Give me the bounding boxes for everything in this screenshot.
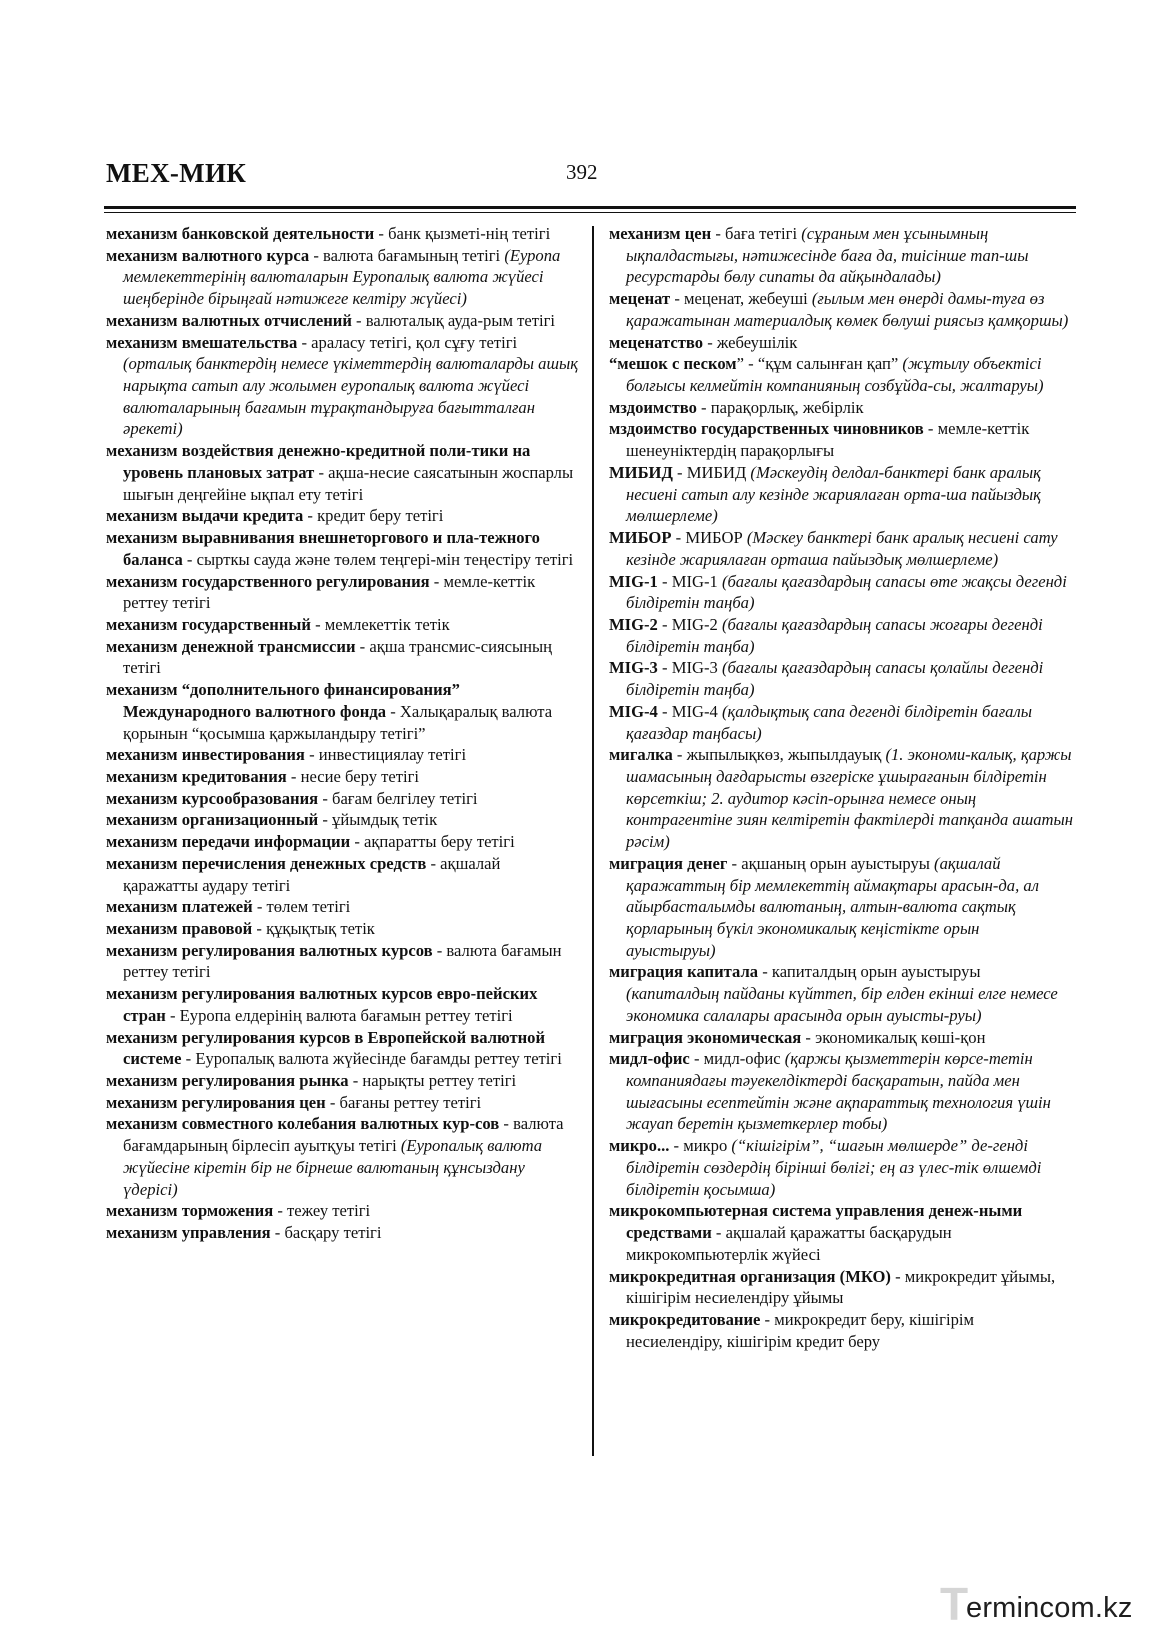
entry-separator: - bbox=[314, 462, 329, 482]
entry-note: (бағалы қағаздардың сапасы қолайлы дегенді білдіретін таңба) bbox=[626, 658, 1044, 700]
dictionary-entry bbox=[609, 1266, 1073, 1309]
dictionary-entry bbox=[106, 636, 578, 679]
entry-note: (қаржы қызметтерін көрсе-тетін компаниядағы тәуекелдіктерді басқаратын, пайда мен шығасыны есептейтін және ақпараттық технология үшін жауап беретін қызметкерлер тобы) bbox=[626, 1049, 1051, 1134]
entry-separator: - bbox=[374, 224, 389, 243]
entry-note: (Мәскеу банктері банк аралық несиені сату кезінде жариялаған орташа пайыздық мөлшерлеме) bbox=[626, 528, 1058, 569]
dictionary-entry bbox=[106, 223, 578, 245]
page-number: 392 bbox=[566, 160, 598, 184]
entry-translation: МИБИД bbox=[686, 462, 751, 482]
logo-initial: T bbox=[940, 1578, 969, 1630]
entry-term: механизм государственного регулирования bbox=[106, 571, 430, 591]
entry-term: микрокомпьютерная система управления денеж-ными средствами bbox=[609, 1201, 1023, 1243]
entry-term: механизм торможения bbox=[106, 1201, 274, 1221]
entry-translation: мемле-кеттік шенеуніктердің парақорлығы bbox=[626, 419, 1030, 461]
dictionary-entry bbox=[106, 571, 578, 614]
dictionary-entry bbox=[106, 527, 578, 570]
entry-separator: - bbox=[351, 310, 366, 330]
entry-separator: - bbox=[672, 745, 687, 765]
entry-term: механизм организационный bbox=[106, 810, 319, 830]
dictionary-entry bbox=[609, 332, 1073, 354]
entry-note: (ақшалай қаражаттың бір мемлекеттің аймақтары арасын-да, ал айырбасталымды валютаның, алтын-валюта сақтық қорларының бүкіл экономикалық кеңістікте орын ауыстыруы) bbox=[626, 853, 1039, 960]
entry-term: MIG-1 bbox=[609, 571, 658, 591]
entry-translation: ақша трансмис-сиясының тетігі bbox=[123, 636, 553, 678]
entry-term: механизм регулирования рынка bbox=[106, 1071, 349, 1091]
entry-translation: MIG-4 bbox=[671, 701, 722, 721]
entry-term: механизм управления bbox=[106, 1223, 271, 1243]
dictionary-entry bbox=[106, 766, 578, 788]
entry-separator: - bbox=[657, 658, 672, 678]
entry-term: механизм валютного курса bbox=[106, 245, 310, 265]
entry-term: механизм валютных отчислений bbox=[106, 310, 352, 330]
entry-term: механизм регулирования валютных курсов евро-пейских стран bbox=[106, 984, 538, 1025]
entry-translation: басқару тетігі bbox=[284, 1223, 382, 1243]
entry-term: микрокредитование bbox=[609, 1309, 761, 1329]
dictionary-entry bbox=[609, 1027, 1073, 1049]
entry-translation: меценат, жебеуші bbox=[684, 289, 812, 309]
entry-translation: ақшалай қаражатты басқарудын микрокомпьютерлік жүйесі bbox=[626, 1223, 952, 1264]
entry-separator: - bbox=[657, 614, 672, 634]
entry-note: (сұраным мен ұсынымның ықпалдастығы, нәтижесінде баға да, тиісінше тап-шы ресурстарды бөлу сипаты да айқындалады) bbox=[626, 224, 1029, 287]
dictionary-entry bbox=[106, 983, 578, 1026]
entry-translation: микрокредит беру, кішігірім несиелендіру, кішігірім кредит беру bbox=[626, 1309, 974, 1351]
dictionary-entry bbox=[609, 397, 1073, 419]
entry-term: механизм “дополнительного финансирования” Международного валютного фонда bbox=[106, 680, 460, 721]
dictionary-entry bbox=[609, 1135, 1073, 1200]
dictionary-entry bbox=[609, 418, 1073, 461]
entry-separator: - bbox=[318, 810, 333, 830]
entry-translation: баға тетігі bbox=[725, 224, 802, 243]
entry-term: миграция денег bbox=[609, 853, 728, 873]
dictionary-entry bbox=[106, 332, 578, 441]
entry-translation: нарықты реттеу тетігі bbox=[362, 1071, 517, 1091]
entry-separator: - bbox=[670, 289, 685, 309]
entry-term: механизм перечисления денежных средств bbox=[106, 853, 427, 873]
dictionary-entry bbox=[106, 1070, 578, 1092]
dictionary-entry bbox=[106, 940, 578, 983]
dictionary-entry bbox=[609, 571, 1073, 614]
entry-translation: валюта бағамдарының бірлесіп ауытқуы тетігі bbox=[123, 1114, 564, 1156]
left-column bbox=[106, 223, 578, 1244]
entry-term: микро... bbox=[609, 1136, 670, 1156]
entry-translation: жыпылықкөз, жыпылдауық bbox=[686, 745, 886, 765]
entry-term: механизм выравнивания внешнеторгового и пла-тежного баланса bbox=[106, 528, 540, 569]
entry-translation: мидл-офис bbox=[703, 1049, 785, 1069]
entry-separator: - bbox=[270, 1223, 285, 1243]
entry-translation: мемле-кеттік реттеу тетігі bbox=[123, 571, 536, 613]
entry-translation: сырткы сауда және төлем теңгері-мін теңестіру тетігі bbox=[196, 549, 574, 569]
entry-term: меценатство bbox=[609, 332, 704, 352]
dictionary-entry bbox=[609, 1200, 1073, 1265]
dictionary-entry bbox=[106, 809, 578, 831]
dictionary-entry bbox=[609, 527, 1073, 570]
entry-translation: ақпаратты беру тетігі bbox=[364, 832, 515, 852]
dictionary-entry bbox=[609, 961, 1073, 1026]
entry-separator: - bbox=[304, 745, 319, 765]
entry-note: (ғылым мен өнерді дамы-туға өз қаражатынан материалдық көмек бөлуші риясыз қамқоршы) bbox=[626, 289, 1069, 330]
entry-translation: бағаны реттеу тетігі bbox=[339, 1092, 482, 1112]
dictionary-entry bbox=[106, 853, 578, 896]
header-rule-thin bbox=[104, 212, 1076, 213]
entry-term: механизм платежей bbox=[106, 897, 253, 917]
entry-term: механизм денежной трансмиссии bbox=[106, 636, 356, 656]
dictionary-entry bbox=[609, 288, 1073, 331]
entry-translation: араласу тетігі, қол сұғу тетігі bbox=[311, 332, 518, 352]
entry-separator: - bbox=[689, 1049, 704, 1069]
entry-separator: - bbox=[426, 853, 441, 873]
entry-note: (Еуропалық валюта жүйесіне кіретін бір не бірнеше валютаның құнсыздану үдерісі) bbox=[123, 1136, 543, 1199]
entry-note: (бағалы қағаздардың сапасы жоғары дегенді білдіретін таңба) bbox=[626, 614, 1043, 656]
dictionary-entry bbox=[106, 505, 578, 527]
entry-separator: - bbox=[696, 397, 711, 417]
entry-separator: - bbox=[429, 571, 444, 591]
entry-separator: - bbox=[758, 962, 772, 982]
right-column bbox=[609, 223, 1073, 1352]
entry-term: механизм регулирования валютных курсов bbox=[106, 940, 433, 960]
logo-text: ermincom.kz bbox=[966, 1592, 1133, 1624]
entry-term: механизм воздействия денежно-кредитной поли-тики на уровень плановых затрат bbox=[106, 441, 531, 482]
entry-separator: - bbox=[286, 766, 301, 786]
entry-translation: инвестициялау тетігі bbox=[318, 745, 467, 765]
entry-note: (бағалы қағаздардың сапасы өте жақсы дегенді білдіретін таңба) bbox=[626, 571, 1067, 613]
entry-translation: төлем тетігі bbox=[266, 897, 351, 917]
entry-translation: валюталық ауда-рым тетігі bbox=[365, 310, 556, 330]
entry-separator: - bbox=[727, 853, 742, 873]
entry-translation: мемлекеттік тетік bbox=[324, 614, 450, 634]
entry-term: механизм банковской деятельности bbox=[106, 224, 375, 243]
entry-translation: микро bbox=[683, 1136, 732, 1156]
termincom-logo bbox=[940, 1578, 1133, 1630]
entry-separator: - bbox=[165, 1005, 180, 1025]
entry-translation: құқықтық тетік bbox=[266, 919, 375, 938]
entry-translation: Еуропалық валюта жүйесінде бағамды реттеу тетігі bbox=[195, 1049, 562, 1069]
entry-translation: MIG-2 bbox=[671, 614, 722, 634]
entry-note: (“кішігірім”, “шағын мөлшерде” де-генді білдіретін сөздердің бірінші бөлігі; ең аз үлес-тік өлшемді білдіретін қосымша) bbox=[626, 1136, 1042, 1199]
entry-note: (капиталдың пайданы күйттеп, бір елден екінші елге немесе экономика салалары арасында орын ауысты-руы) bbox=[626, 984, 1058, 1025]
entry-note: (1. экономи-калық, қаржы шамасының дағдарысты өзгеріске ұшырағанын білдіретін көрсеткіш; 2. аудитор кәсіп-орынға немесе оның контрагентіне зиян келтіретін фактілерді тапқанда ашатын рәсім) bbox=[626, 745, 1074, 852]
entry-term: мидл-офис bbox=[609, 1049, 690, 1069]
entry-separator: - bbox=[355, 636, 370, 656]
entry-term: микрокредитная организация (МКО) bbox=[609, 1266, 891, 1286]
entry-separator: - bbox=[432, 940, 447, 960]
entry-separator: - bbox=[310, 614, 325, 634]
entry-separator: - bbox=[309, 245, 324, 265]
entry-term: механизм регулирования курсов в Европейской валютной системе bbox=[106, 1027, 546, 1069]
entry-term: механизм выдачи кредита bbox=[106, 506, 304, 526]
dictionary-entry bbox=[106, 614, 578, 636]
entry-term: механизм инвестирования bbox=[106, 745, 305, 765]
entry-separator: - bbox=[303, 506, 318, 526]
entry-separator: - bbox=[297, 332, 312, 352]
entry-term: мигалка bbox=[609, 745, 673, 765]
entry-separator: - bbox=[499, 1114, 514, 1134]
entry-term: мздоимство bbox=[609, 397, 697, 417]
entry-separator: - bbox=[672, 462, 687, 482]
entry-note: (жұтылу объектісі болғысы келмейтін компанияның созбұйда-сы, жалтаруы) bbox=[626, 354, 1044, 396]
entry-translation: кредит беру тетігі bbox=[317, 506, 444, 526]
entry-separator: - bbox=[711, 1223, 726, 1243]
entry-note: (Мәскеудің делдал-банктері банк аралық несиені сатып алу кезінде жариялаған орта-ша пайыздық мөлшерлеме) bbox=[626, 462, 1041, 526]
entry-separator: - bbox=[273, 1201, 287, 1221]
entry-separator: - bbox=[923, 419, 938, 439]
entry-translation: валюта бағамын реттеу тетігі bbox=[123, 940, 562, 982]
entry-term: меценат bbox=[609, 289, 671, 309]
column-divider bbox=[592, 226, 594, 1456]
entry-translation: ақшалай қаражатты аудару тетігі bbox=[123, 853, 501, 895]
dictionary-entry bbox=[609, 353, 1073, 396]
dictionary-entry bbox=[609, 614, 1073, 657]
entry-term: “мешок с песком bbox=[609, 354, 737, 374]
entry-translation: валюта бағамының тетігі bbox=[323, 245, 505, 265]
entry-separator: - bbox=[669, 1136, 684, 1156]
entry-translation: “құм салынған қап” bbox=[757, 354, 903, 374]
dictionary-entry bbox=[609, 853, 1073, 962]
entry-term: миграция капитала bbox=[609, 962, 759, 982]
entry-separator: - bbox=[671, 528, 686, 548]
dictionary-entry bbox=[609, 701, 1073, 744]
dictionary-entry bbox=[609, 223, 1073, 288]
dictionary-entry bbox=[106, 1200, 578, 1222]
entry-separator: - bbox=[801, 1027, 816, 1047]
entry-translation: MIG-3 bbox=[671, 658, 722, 678]
entry-term: механизм совместного колебания валютных кур-сов bbox=[106, 1114, 500, 1134]
entry-separator: - bbox=[252, 919, 267, 938]
entry-translation: жебеушілік bbox=[716, 332, 798, 352]
entry-separator: - bbox=[318, 788, 332, 808]
entry-translation: микрокредит ұйымы, кішігірім несиелендіру ұйымы bbox=[626, 1266, 1056, 1308]
entry-separator: - bbox=[657, 571, 672, 591]
entry-note: (Еуропа мемлекеттерінің валюталарын Еуропалық валюта жүйесі шеңберінде бірыңғай нәтижеге келтіру жүйесі) bbox=[123, 245, 561, 309]
entry-separator: - bbox=[350, 832, 364, 852]
entry-separator: - bbox=[386, 701, 400, 721]
entry-separator: - bbox=[760, 1309, 775, 1329]
entry-separator: - bbox=[711, 224, 726, 243]
dictionary-entry bbox=[609, 1048, 1073, 1135]
dictionary-entry bbox=[609, 1309, 1073, 1352]
entry-term: механизм вмешательства bbox=[106, 332, 298, 352]
dictionary-entry bbox=[106, 831, 578, 853]
entry-translation: ақшаның орын ауыстыруы bbox=[741, 853, 935, 873]
dictionary-entry bbox=[106, 1092, 578, 1114]
page-title: МЕХ-МИК bbox=[106, 158, 247, 188]
dictionary-entry bbox=[106, 1222, 578, 1244]
entry-term: механизм передачи информации bbox=[106, 832, 351, 852]
entry-separator: - bbox=[703, 332, 717, 352]
entry-translation: Еуропа елдерінің валюта бағамын реттеу тетігі bbox=[179, 1005, 513, 1025]
entry-term: механизм правовой bbox=[106, 919, 253, 938]
dictionary-entry bbox=[609, 462, 1073, 527]
entry-separator: - bbox=[657, 701, 672, 721]
entry-term: механизм курсообразования bbox=[106, 788, 319, 808]
dictionary-entry bbox=[106, 1113, 578, 1200]
entry-separator: - bbox=[252, 897, 267, 917]
entry-term: мздоимство государственных чиновников bbox=[609, 419, 924, 439]
dictionary-entry bbox=[609, 744, 1073, 853]
dictionary-entry bbox=[106, 245, 578, 310]
entry-separator: - bbox=[890, 1266, 905, 1286]
entry-separator: - bbox=[348, 1071, 363, 1091]
entry-term: MIG-3 bbox=[609, 658, 658, 678]
dictionary-entry bbox=[106, 788, 578, 810]
dictionary-entry bbox=[106, 1027, 578, 1070]
entry-term: МИБОР bbox=[609, 528, 672, 548]
entry-separator: - bbox=[325, 1092, 340, 1112]
dictionary-entry bbox=[106, 679, 578, 744]
entry-translation: Халықаралық валюта қорынын “қосымша қаржыландыру тетігі” bbox=[123, 701, 553, 743]
entry-translation: МИБОР bbox=[685, 528, 747, 548]
entry-separator: - bbox=[182, 549, 197, 569]
entry-note: (орталық банктердің немесе үкіметтердің валюталарды ашық нарықта сатып алу жолымен еуропалық валюта жүйесі валюталарының бағамын тұрақтандыруға бағытталған әрекеті) bbox=[123, 354, 578, 439]
entry-translation: ұйымдық тетік bbox=[332, 810, 438, 830]
entry-translation: капиталдың орын ауыстыруы bbox=[771, 962, 981, 982]
entry-term: МИБИД bbox=[609, 462, 673, 482]
entry-separator: - bbox=[181, 1049, 196, 1069]
entry-translation: парақорлық, жебірлік bbox=[710, 397, 864, 417]
dictionary-entry bbox=[106, 918, 578, 940]
entry-term: механизм цен bbox=[609, 224, 712, 243]
entry-translation: несие беру тетігі bbox=[300, 766, 420, 786]
entry-translation: MIG-1 bbox=[671, 571, 722, 591]
dictionary-entry bbox=[106, 744, 578, 766]
entry-translation: тежеу тетігі bbox=[287, 1201, 371, 1221]
entry-translation: бағам белгілеу тетігі bbox=[332, 788, 478, 808]
dictionary-entry bbox=[106, 896, 578, 918]
entry-translation: ақша-несие саясатынын жоспарлы шығын деңгейіне ықпал ету тетігі bbox=[123, 462, 574, 504]
entry-term: механизм регулирования цен bbox=[106, 1092, 326, 1112]
dictionary-entry bbox=[106, 310, 578, 332]
entry-translation: банк қызметі-нің тетігі bbox=[388, 224, 551, 243]
entry-translation: экономикалық көші-қон bbox=[815, 1027, 986, 1047]
entry-term: механизм кредитования bbox=[106, 766, 287, 786]
entry-term: MIG-2 bbox=[609, 614, 658, 634]
entry-term: MIG-4 bbox=[609, 701, 658, 721]
dictionary-entry bbox=[106, 440, 578, 505]
dictionary-entry bbox=[609, 657, 1073, 700]
header-rule-thick bbox=[104, 206, 1076, 209]
entry-separator: ” - bbox=[736, 354, 758, 374]
entry-term: механизм государственный bbox=[106, 614, 311, 634]
entry-note: (қалдықтық сапа дегенді білдіретін бағалы қағаздар таңбасы) bbox=[626, 701, 1032, 743]
entry-term: миграция экономическая bbox=[609, 1027, 802, 1047]
